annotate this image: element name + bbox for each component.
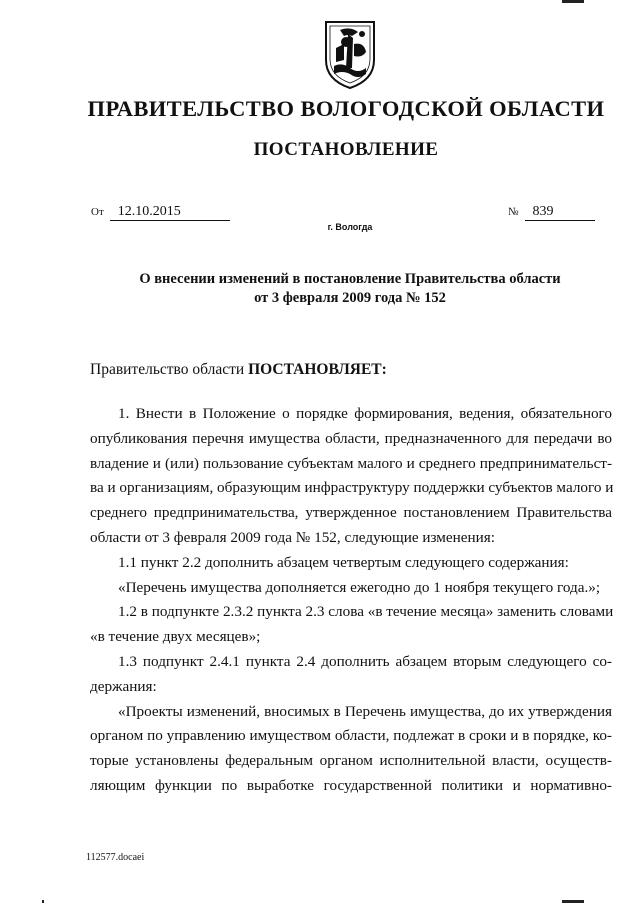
subject-line-2: от 3 февраля 2009 года № 152 <box>254 290 446 306</box>
subject-line-1: О внесении изменений в постановление Правительства области <box>139 271 561 287</box>
number-prefix: № <box>508 206 519 218</box>
paragraph-1-line: среднего предпринимательства, утвержденное постановлением Правительства <box>90 504 612 522</box>
paragraph-6-line: органом по управлению имуществом области, подлежат в сроки и в порядке, ко- <box>90 727 612 745</box>
paragraph-4-line: «в течение двух месяцев»; <box>90 628 261 646</box>
file-code: 112577.docaei <box>86 852 145 863</box>
decree-keyword: ПОСТАНОВЛЯЕТ: <box>248 361 387 378</box>
decree-statement <box>90 361 387 379</box>
number-field <box>508 204 595 221</box>
government-title: ПРАВИТЕЛЬСТВО ВОЛОГОДСКОЙ ОБЛАСТИ <box>87 96 605 121</box>
document-date: 12.10.2015 <box>110 204 230 221</box>
paragraph-1-line: опубликования перечня имущества области, предназначенного для передачи во <box>90 429 612 447</box>
paragraph-1-line: ва и организациям, образующим инфраструктуру поддержки субъектов малого и <box>90 479 614 497</box>
city-label: г. Вологда <box>327 222 373 232</box>
paragraph-1-line: области от 3 февраля 2009 года № 152, следующие изменения: <box>90 528 495 546</box>
document-number: 839 <box>525 204 595 221</box>
scan-mark-top <box>562 0 584 3</box>
coat-of-arms-icon <box>322 18 378 90</box>
document-body <box>90 402 612 799</box>
paragraph-3: «Перечень имущества дополняется ежегодно до 1 ноября текущего года.»; <box>118 578 601 596</box>
paragraph-6-line: торые установлены федеральным органом исполнительной власти, осуществ- <box>90 752 612 770</box>
document-subject <box>90 270 610 308</box>
decree-lead: Правительство области <box>90 361 249 378</box>
paragraph-5-line: 1.3 подпункт 2.4.1 пункта 2.4 дополнить абзацем вторым следующего со- <box>118 652 612 670</box>
paragraph-1-line: владение и (или) пользование субъектам малого и среднего предпринимательст- <box>90 454 612 472</box>
date-field <box>91 204 230 221</box>
paragraph-2: 1.1 пункт 2.2 дополнить абзацем четвертым следующего содержания: <box>118 553 569 571</box>
coat-of-arms-emblem <box>322 18 378 90</box>
paragraph-5-line: держания: <box>90 677 157 695</box>
scan-mark-bottom <box>562 900 584 903</box>
paragraph-6-line: «Проекты изменений, вносимых в Перечень имущества, до их утверждения <box>118 702 612 720</box>
paragraph-4-line: 1.2 в подпункте 2.3.2 пункта 2.3 слова «в течение месяца» заменить словами <box>118 603 614 621</box>
paragraph-6-line: ляющим функции по выработке государственной политики и нормативно- <box>90 776 612 794</box>
paragraph-1-line: 1. Внести в Положение о порядке формирования, ведения, обязательного <box>118 405 612 422</box>
scan-mark-left <box>42 900 44 903</box>
document-type: ПОСТАНОВЛЕНИЕ <box>253 139 439 160</box>
date-prefix: От <box>91 206 104 218</box>
